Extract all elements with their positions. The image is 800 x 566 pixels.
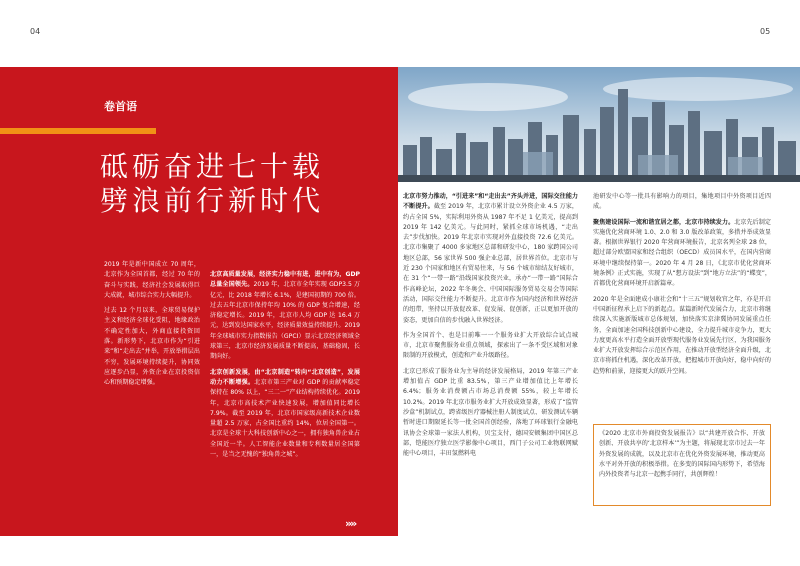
beijing-skyline-photo: [398, 67, 800, 182]
report-quote-box: 《2020 北京市外商投资发展报告》以“共建开放合作、开放创新、开放共享的‘北京样本’”为主题，将展现北京市过去一年外资发展的成就，以及北京市在优化外资发展环境，推动更高水平对外开放的积极举措。在多变的国际国内形势下，希望海内外投资者与北京一起携手同行，共创辉煌！: [593, 424, 771, 506]
outlook-paragraph: 2020 年是全面建成小康社会和“十三五”规划收官之年，亦是开启中国新征程承上启下的新起点。谋篇新时代发展合力，北京市将继续深入实施新版城市总体规划，加快落实京津冀协同发展重点任务，全面加速全国科技创新中心建设，全力提升城市竞争力，更大力度更高水平打造全面开放型现代服务业发展先行区，为我国服务业扩大开放发挥综合示范区作用，在推动开放型经济全面升级，北京市将抓住机遇，深化改革开放，把握城市开放向好，稳中向好的趋势和前景，迎接更大的跃升空间。: [593, 295, 771, 375]
service-industry-paragraph: 北京已形成了服务业为主导的经济发展格局，2019 年第三产业增加值占 GDP 比重 83.5%，第三产业增加值比上年增长 6.4%；服务业消费额占市场总消费额 55%，较上年增长 10.2%。2019 年北京市服务业扩大开放成效显著，形成了“监管沙盒”机制试点，跨省级医疗器械注册人制度试点、研发测试车辆暂时进口期限延长等一批全国首创经验，落地了环球银行金融电讯协会全球第一家法人机构，贝宝支付，德国安顿集团中国区总部，铠能医疗独立医学影像中心项目，西门子公司工业物联网赋能中心项目，丰田氢燃料电: [403, 367, 578, 458]
title-line-2: 劈浪前行新时代: [100, 184, 325, 217]
opening-paragraph: [403, 192, 578, 326]
business-env-text: 北京先后制定实施优化营商环境 1.0、2.0 和 3.0 版改革政策，多措并举成效显著。根据世界银行 2020 年营商环境报告，北京名列全球 28 位，超过部分欧盟国家和经合组织（OECD）成员国水平，在国内营商环境中继续保持第一。2020 年 4 月 28 日，《北京市优化营商环境条例》正式实施，实现了从“想方设法”到“地方立法”的“蝶变”，首都优化营商环境开启新篇章。: [593, 218, 772, 288]
service-pilot-paragraph: 作为全国首个、也是目前唯一一个服务业扩大开放综合试点城市，北京市聚焦服务业重点领域，探索出了一条不受区域和对象限制的开放模式，创造和产业升级路径。: [403, 331, 578, 360]
opening-up-column: [403, 192, 578, 464]
intro-paragraph-2: 过去 12 个月以来，全球贸易保护主义和经济全球化受阻，地缘政治不确定性加大，外商直接投资回落。新形势下，北京市作为“引进来”和“走出去”并举，开放举措层出不穷，发展环境持续提升，协同效应逐步凸显，外资企业在京投资信心和预期稳定增强。: [104, 307, 200, 387]
business-env-heading: 聚焦建设国际一流和谐宜居之都，北京市持续发力。: [593, 218, 735, 226]
intro-column: [104, 260, 200, 394]
economy-heading: 北京高质量发展，经济实力稳中有进，进中有为，GDP 总量全国领先。: [210, 271, 360, 289]
orange-accent-bar: [0, 128, 156, 134]
environment-column: [593, 192, 771, 382]
intro-paragraph-1: 2019 年是新中国成立 70 周年，北京作为全国首都，经过 70 年的奋斗与实践，经济社会发展取得巨大成就，城市综合实力大幅提升。: [104, 261, 200, 299]
innovation-paragraph: [210, 368, 360, 461]
page-number-left: 04: [30, 27, 41, 36]
skyline-illustration: [398, 67, 800, 182]
section-label: 卷首语: [104, 100, 137, 113]
title-line-1: 砥砺奋进七十载: [100, 150, 325, 183]
economy-text: 2019 年，北京市全年实现 GDP3.5 万亿元，比 2018 年增长 6.1%，是建国初期的 700 倍。过去五年北京市保持年均 10% 的 GDP 复合增速，经济稳定增长。2019 年，北京市人均 GDP 达 16.4 万元，达到发达国家水平，经济质量效益持续提升。2019 年全球城市实力指数报告（GPCI）显示北京经济领域全球第三，北京市经济发展质量不断提高，基础稳固，长期向好。: [210, 281, 361, 361]
opening-text: 截至 2019 年，北京市累计设立外资企业 4.5 万家，约占全国 5%，实际利用外资从 1987 年不足 1 亿美元，提高到 2019 年 142 亿美元。与此同时，紧抓全球市场机遇，“走出去”步伐加快。2019 年北京市实现对外直接投资 72.6 亿美元。北京市集聚了 4000 多家地区总部和研发中心，180 家跨国公司地区总部，56 家世界 500 强企业总部，居世界首位。北京市与近 230 个国家和地区有贸易往来，与 56 个城市缔结友好城市，在 31 个“一带一路”沿线国家投资兴业，承办“一带一路”国际合作高峰论坛，2022 年冬奥会、中国国际服务贸易交易会等国际活动，国际交往能力不断提升。北京市作为国内经济和世界经济的纽带，坚持以开放促改革、促发展、促创新，正以更加开放的姿态，更加自信的步伐融入世界经济。: [403, 203, 579, 324]
page-number-right: 05: [760, 27, 771, 36]
projects-paragraph: 池研发中心等一批具有影响力的项目，集地项目中外资项目近四成。: [593, 193, 771, 211]
economy-column: [210, 270, 360, 465]
business-env-paragraph: [593, 218, 771, 290]
opening-heading: 北京市努力推动，“引进来”和“走出去”齐头并进，国际交往能力不断提升。: [403, 193, 578, 211]
next-arrows-icon: »»: [345, 517, 356, 530]
innovation-heading: 北京创新发展，由“北京制造”转向“北京创造”，发展动力不断增强。: [210, 368, 360, 386]
innovation-text: 北京市第三产业对 GDP 的贡献率稳定保持在 80% 以上，“三二一”产业结构持续优化。2019 年，北京市高技术产业快速发展，增加值同比增长 7.9%。截至 2019 年，北京市国家级高新技术企业数量超 2.5 万家，占全国比重约 14%，位居全国第一。北京是全球十大科技创新中心之一，拥有独角兽企业占全国近一半。人工智能企业数量和专利数量居全国第一，是当之无愧的“独角兽之城”。: [210, 378, 361, 459]
main-title: [100, 150, 324, 218]
economy-paragraph: [210, 270, 360, 363]
